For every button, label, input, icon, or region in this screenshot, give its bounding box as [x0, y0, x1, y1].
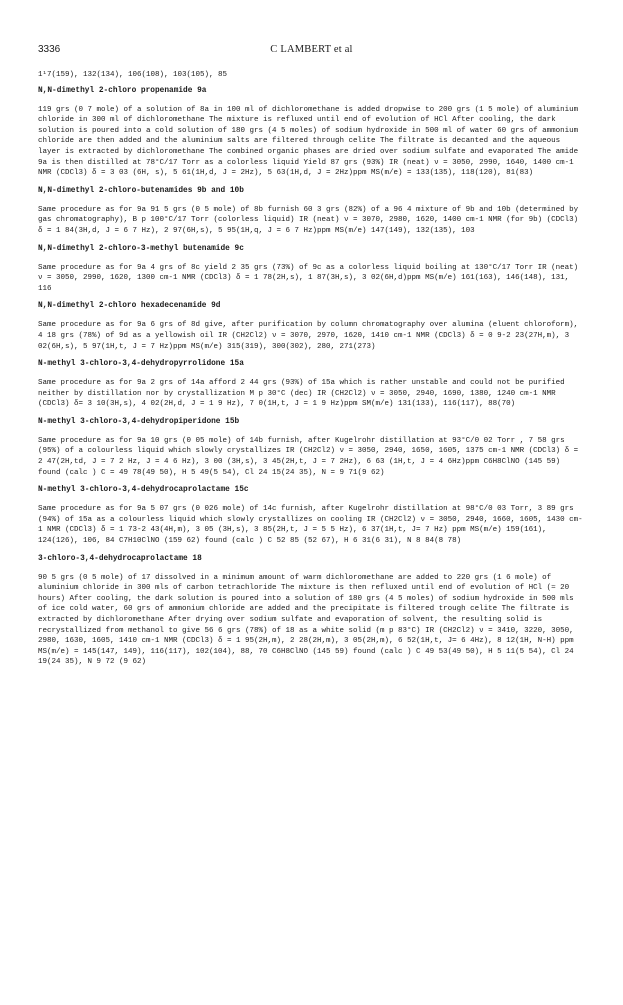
section-title: N-methyl 3-chloro-3,4-dehydrocaprolactame 15c: [38, 486, 249, 495]
section-9b-10b: [38, 186, 583, 237]
section-text: Same procedure as for 9a 91 5 grs (0 5 mole) of 8b furnish 60 3 grs (82%) of a 96 4 mixture of 9b and 10b (determined by gas chromatography), B p 100°C/17 Torr (colorless liquid) IR (neat) ν = 3070, 2980, 1620, 1400 cm-1 NMR (for 9b) (CDCl3) δ = 1 84(3H,d, J = 6 7 Hz), 2 97(6H,s), 5 95(1H,q, J = 6 7 Hz)ppm MS(m/e) 147(149), 132(135), 103: [38, 205, 583, 235]
page-header: [38, 44, 585, 58]
section-text: 119 grs (0 7 mole) of a solution of 8a in 100 ml of dichloromethane is added dropwise to 200 grs (1 5 mole) of aluminium chloride in 300 ml of dichloromethane The mixture is refluxed until end of evolution of HCl After cooling, the dark solution is poured into a cold solution of 180 grs (4 5 moles) of sodium hydroxide in 500 ml of water 60 grs of ammonium chloride are then added and the aluminium salts are filtered through celite The filtrate is decanted and the aqueous layer is extracted by dichloromethane The combined organic phases are dried over sodium sulfate and evaporated The amide 9a is then distilled at 78°C/17 Torr as a colorless liquid Yield 87 grs (93%) IR (neat) ν = 3050, 2990, 1640, 1400 cm-1 NMR (CDCl3) δ = 3 03 (6H, s), 5 61(1H,d, J = 2Hz), 5 63(1H,d, J = 2Hz)ppm MS(m/e) = 133(135), 118(120), 81(83): [38, 105, 583, 178]
section-15c: [38, 485, 583, 546]
page-number: 3336: [38, 44, 61, 55]
section-title: 3-chloro-3,4-dehydrocaprolactame 18: [38, 554, 202, 563]
section-title: N,N-dimethyl 2-chloro-butenamides 9b and 10b: [38, 186, 244, 195]
section-text: Same procedure as for 9a 4 grs of 8c yield 2 35 grs (73%) of 9c as a colorless liquid boiling at 130°C/17 Torr IR (neat) ν = 3050, 2990, 1620, 1300 cm-1 NMR (CDCl3) δ = 1 78(2H,s), 1 87(3H,s), 3 02(6H,d)ppm MS(m/e) 161(163), 146(148), 131, 116: [38, 263, 583, 293]
section-18: [38, 554, 583, 668]
page-body: [38, 70, 583, 675]
section-text: Same procedure as for 9a 5 07 grs (0 026 mole) of 14c furnish, after Kugelrohr distillation at 98°C/0 03 Torr, 3 89 grs (94%) of 15a as a colourless liquid which slowly crystallizes on cooling IR (CH2Cl2) ν = 3050, 2940, 1660, 1605, 1430 cm-1 NMR (CDCl3) δ = 1 73-2 43(4H,m), 3 05 (3H,s), 3 85(2H,t, J = 5 5 Hz), 6 37(1H,t, J= 7 Hz) ppm MS(m/e) 159(161), 124(126), 106, 84 C7H10ClNO (159 62) found (calc ) C 52 85 (52 67), H 6 31(6 31), N 8 84(8 78): [38, 505, 583, 546]
section-text: Same procedure as for 9a 10 grs (0 05 mole) of 14b furnish, after Kugelrohr distillation at 93°C/0 02 Torr , 7 58 grs (95%) of a colourless liquid which slowly crystallizes IR (CH2Cl2) ν = 3050, 2940, 1650, 1605, 1375 cm-1 NMR (CDCl3) δ = 2 47(2H,td, J = 7 2 Hz, J = 4 6 Hz), 3 00 (3H,s), 3 45(2H,t, J = 7 2Hz), 6 63 (1H,t, J = 4 6Hz)ppm C6H8ClNO (145 59) found (calc ) C = 49 78(49 50), H 5 49(5 54), Cl 24 15(24 35), N = 9 71(9 62): [38, 436, 583, 477]
section-text: Same procedure as for 9a 6 grs of 8d give, after purification by column chromatography over alumina (eluent chloroform), 4 18 grs (78%) of 9d as a yellowish oil IR (CH2Cl2) ν = 3070, 2970, 1620, 1410 cm-1 NMR (CDCl3) δ = 0 9-2 23(27H,m), 3 02(6H,s), 5 97(1H,t, J = 7 Hz)ppm MS(m/e) 315(319), 300(302), 280, 271(273): [38, 321, 583, 351]
section-15a: [38, 359, 583, 410]
section-title: N-methyl 3-chloro-3,4-dehydropiperidone 15b: [38, 417, 240, 426]
section-title: N-methyl 3-chloro-3,4-dehydropyrrolidone 15a: [38, 360, 244, 369]
section-9c: [38, 244, 583, 295]
section-9d: [38, 301, 583, 352]
running-head: C LAMBERT et al: [270, 44, 353, 55]
section-9a: [38, 86, 583, 179]
section-text: 90 5 grs (0 5 mole) of 17 dissolved in a minimum amount of warm dichloromethane are added to 220 grs (1 6 mole) of aluminium chloride in 300 mls of carbon tetrachloride The mixture is then refluxed until end of evolution of HCl (≈ 20 hours) After cooling, the dark solution is poured into a solution of 180 grs (4 5 moles) of sodium hydroxide in 500 mls of ice cold water, 60 grs of ammonium chloride are added and the precipitate is filtered trough celite The filtrate is extracted by dichloromethane After drying over sodium sulfate and evaporation of solvent, the resulting solid is recrystallized from methanol to give 56 6 grs (78%) of 18 as a white solid (m p 83°C) IR (CH2Cl2) ν = 3410, 3220, 3050, 2980, 1630, 1605, 1410 cm-1 NMR (CDCl3) δ = 1 95(2H,m), 2 28(2H,m), 3 05(2H,m), 6 52(1H,t, J= 6 4Hz), 8 12(1H, N-H) ppm MS(m/e) = 145(147, 149), 116(117), 102(104), 88, 70 C6H8ClNO (145 59) found (calc ) C 49 53(49 50), H 5 11(5 54), Cl 24 19(24 35), N 9 72 (9 62): [38, 573, 579, 667]
section-15b: [38, 417, 583, 478]
section-title: N,N-dimethyl 2-chloro propenamide 9a: [38, 86, 207, 95]
intro-line: 1¹7(159), 132(134), 106(108), 103(105), 85: [38, 71, 228, 79]
section-title: N,N-dimethyl 2-chloro-3-methyl butenamide 9c: [38, 244, 244, 253]
section-text: Same procedure as for 9a 2 grs of 14a afford 2 44 grs (93%) of 15a which is rather unstable and could not be purified neither by distillation nor by crystallization M p 30°C (dec) IR (CH2Cl2) ν = 3050, 2940, 1690, 1380, 1240 cm-1 NMR (CDCl3) δ= 3 10(3H,s), 4 02(2H,d, J = 1 9 Hz), 7 0(1H,t, J = 1 9 Hz)ppm SM(m/e) 131(133), 116(117), 88(70): [38, 379, 570, 409]
section-title: N,N-dimethyl 2-chloro hexadecenamide 9d: [38, 302, 221, 311]
